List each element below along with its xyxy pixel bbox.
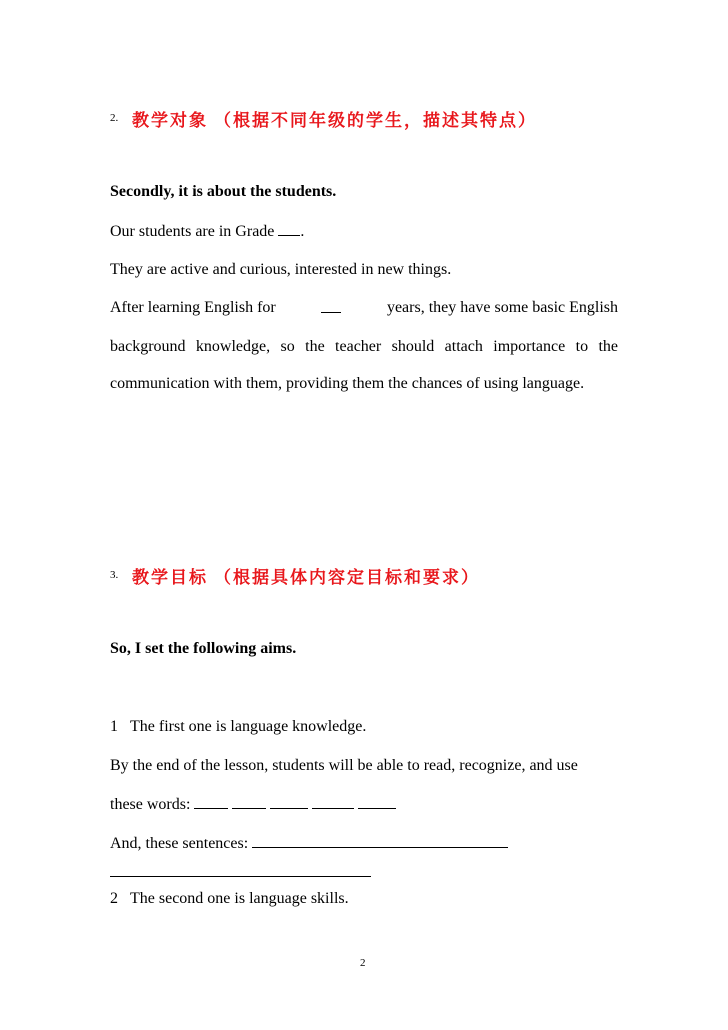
- aim-1-number: 1: [110, 718, 118, 735]
- section-2-heading: 教学对象: [132, 111, 208, 131]
- grade-prefix: Our students are in Grade: [110, 223, 275, 240]
- grade-suffix: .: [300, 223, 305, 240]
- words-label: these words:: [110, 796, 191, 813]
- sentences-label: And, these sentences:: [110, 835, 249, 852]
- word-blank: [312, 795, 354, 809]
- students-traits: They are active and curious, interested in new things.: [110, 261, 452, 278]
- students-line-1: [110, 299, 618, 317]
- section-3-note: （根据具体内容定目标和要求）: [214, 568, 480, 588]
- aims-by-end: By the end of the lesson, students will be able to read, recognize, and use: [110, 757, 578, 774]
- word-blank: [194, 795, 228, 809]
- aim-2-number: 2: [110, 890, 118, 907]
- sentences-line: [110, 834, 508, 853]
- section-3-heading: 教学目标: [132, 568, 208, 588]
- word-blank: [358, 795, 396, 809]
- section-2-note: （根据不同年级的学生，描述其特点）: [214, 111, 537, 131]
- students-line-2: background knowledge, so the teacher should attach importance to the: [110, 338, 618, 355]
- words-line: [110, 795, 396, 814]
- grade-line: [110, 222, 304, 241]
- years-blank: [321, 299, 341, 313]
- section-3-number: 3.: [110, 569, 119, 581]
- students-line-3: communication with them, providing them the chances of using language.: [110, 375, 585, 392]
- word-blank: [232, 795, 266, 809]
- grade-blank: [278, 222, 300, 236]
- years-suffix: years, they have some basic English: [386, 299, 618, 316]
- aim-1: [110, 718, 366, 736]
- sentences-blank: [252, 834, 508, 848]
- section-2-number: 2.: [110, 112, 119, 124]
- sentences-blank-continued: [110, 876, 371, 877]
- aims-intro: So, I set the following aims.: [110, 640, 297, 657]
- aim-2-text: The second one is language skills.: [130, 890, 349, 907]
- page-number: 2: [360, 957, 366, 969]
- aim-1-text: The first one is language knowledge.: [130, 718, 367, 735]
- aim-2: [110, 890, 349, 908]
- years-prefix: After learning English for: [110, 299, 276, 316]
- students-intro: Secondly, it is about the students.: [110, 183, 337, 200]
- word-blank: [270, 795, 308, 809]
